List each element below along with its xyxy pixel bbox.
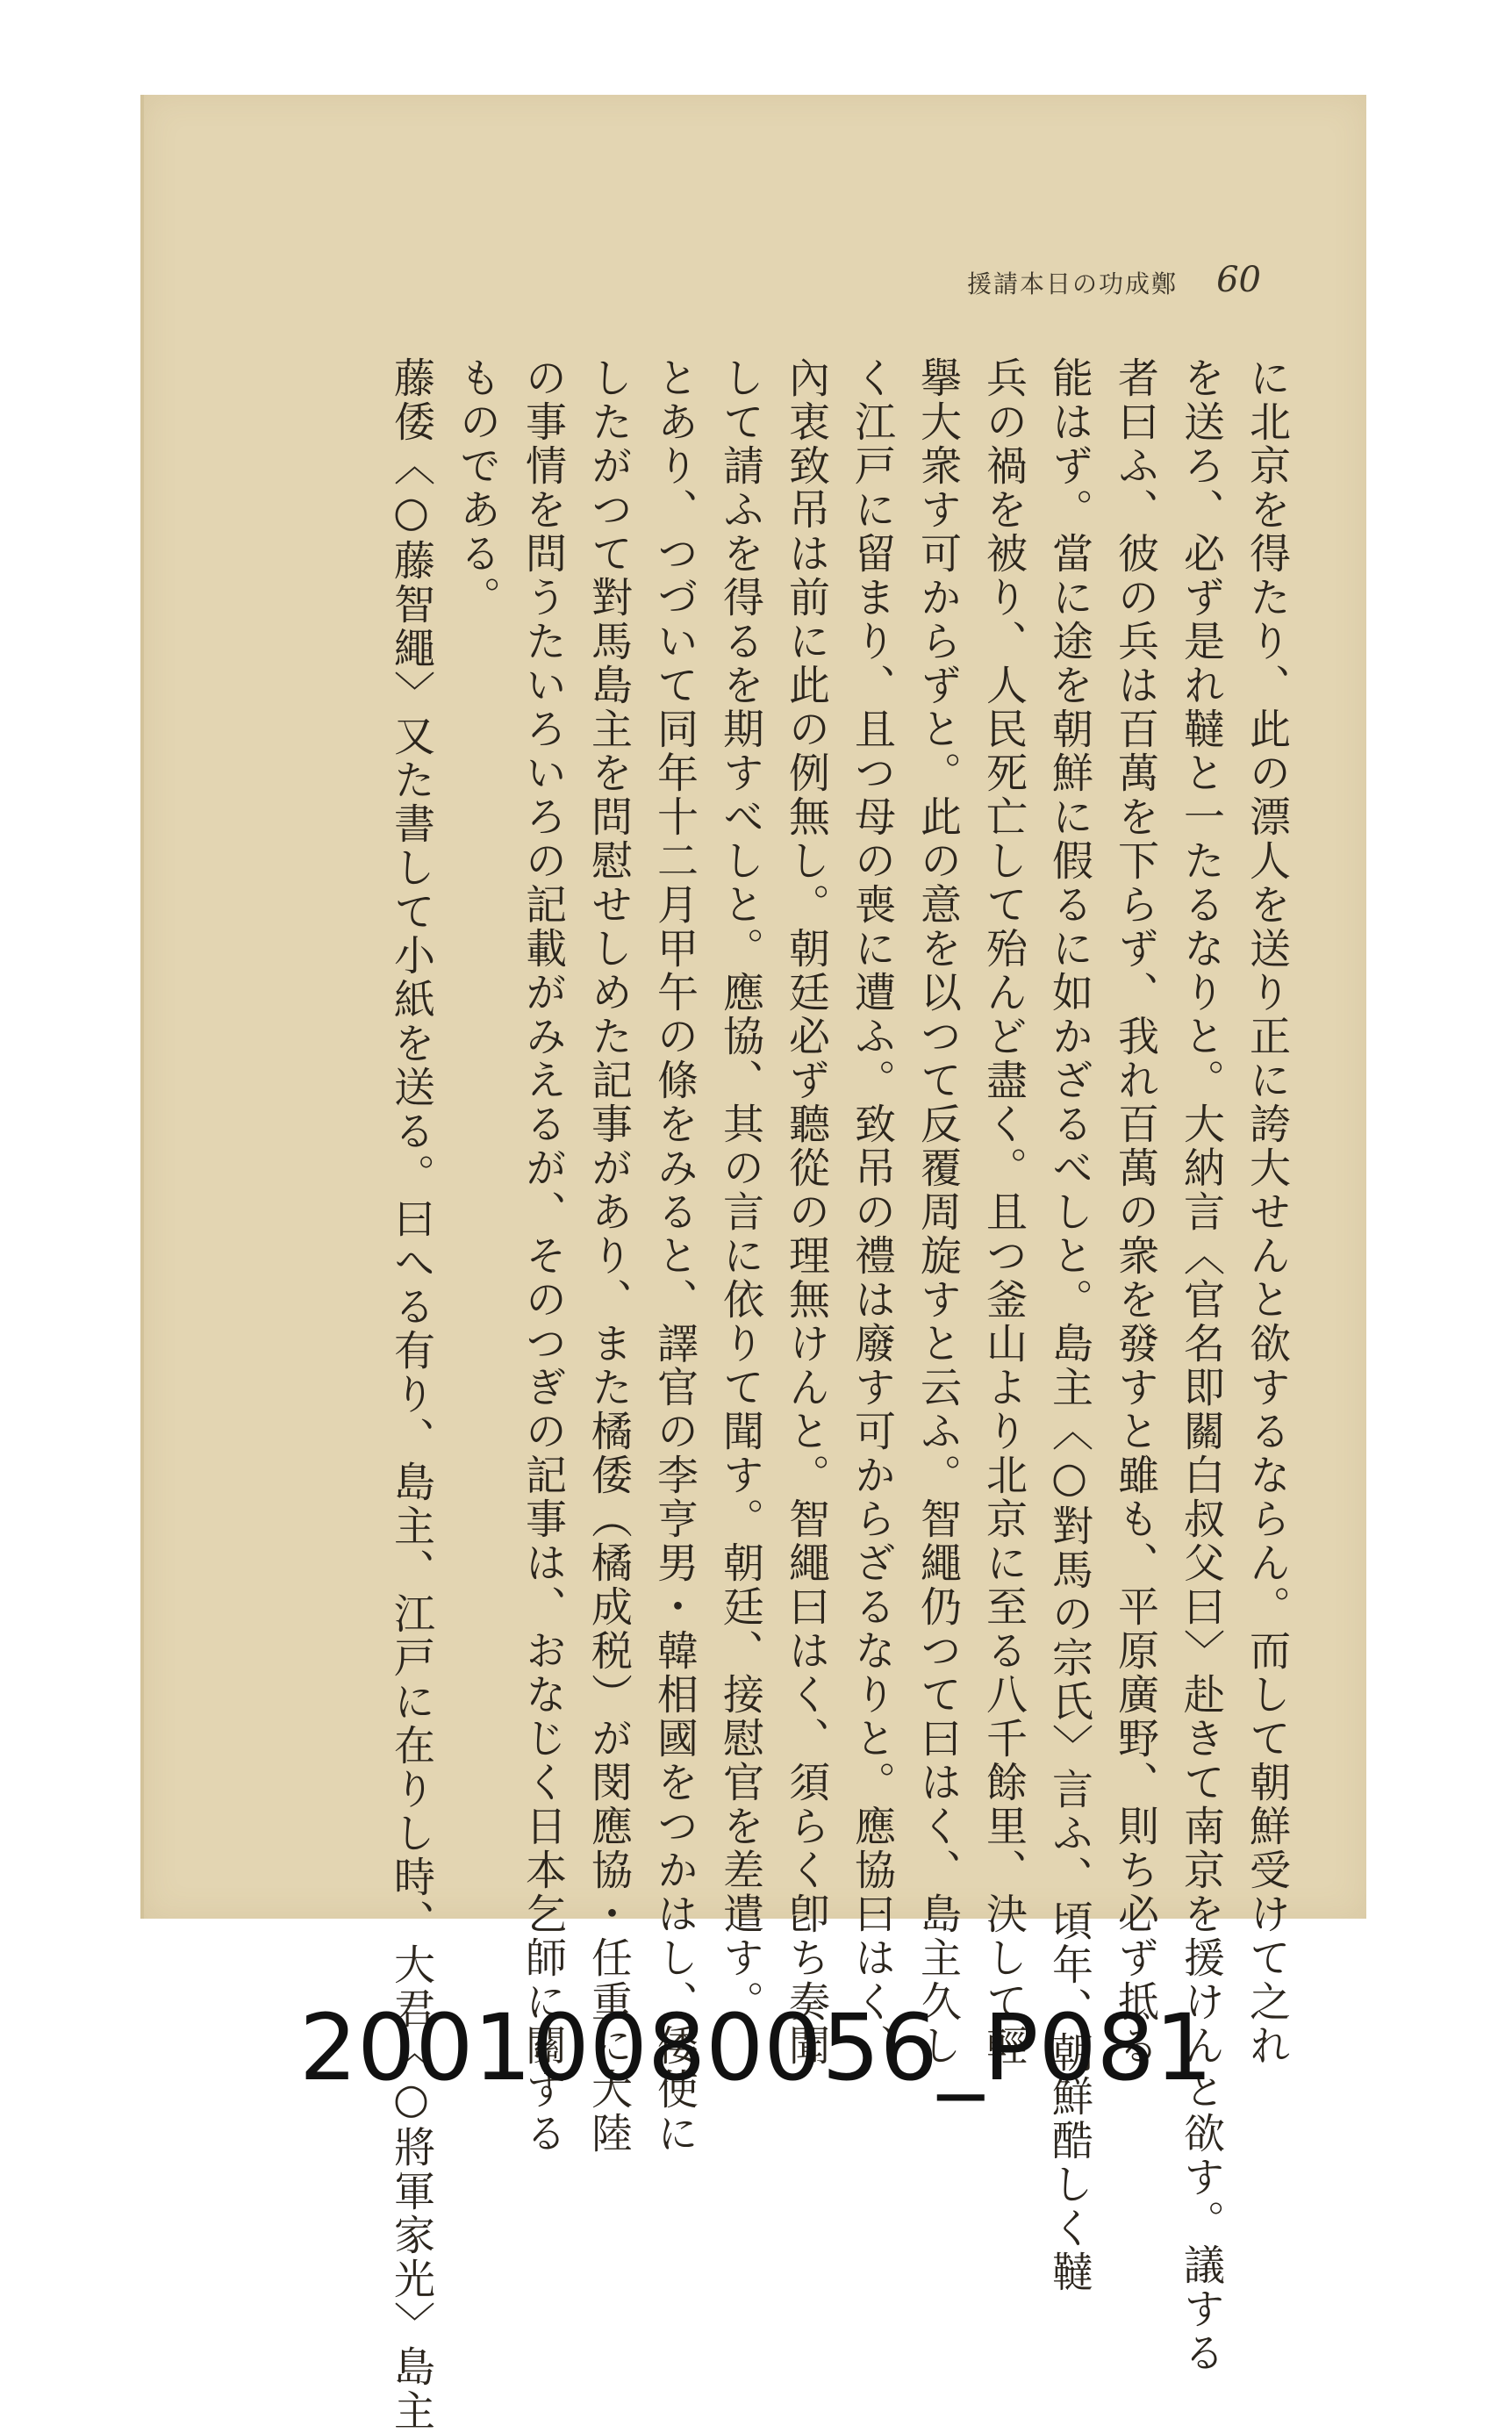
text-line: 能はず。當に途を朝鮮に假るに如かざるべしと。島主〈○對馬の宗氏〉言ふ、頃年、朝鮮酷しく韃 bbox=[1045, 356, 1093, 2294]
text-line: 藤倭〈○藤智繩〉又た書して小紙を送る。曰へる有り、島主、江戸に在りし時、大君〈○將軍家光〉島主 bbox=[387, 356, 435, 2433]
text-line: したがつて對馬島主を問慰せしめた記事があり、また橘倭（橘成税）が閔應協・任重に大陸 bbox=[584, 356, 633, 2156]
text-line: ものである。 bbox=[453, 356, 501, 620]
image-id-caption: 20010080056_P081 bbox=[298, 1994, 1214, 2101]
page-number: 60 bbox=[1216, 260, 1261, 300]
text-line: して請ふを得るを期すべしと。應協、其の言に依りて聞す。朝廷、接慰官を差遣す。 bbox=[716, 356, 764, 2024]
text-line: 者曰ふ、彼の兵は百萬を下らず、我れ百萬の衆を發すと雖も、平原廣野、則ち必ず抵る bbox=[1111, 356, 1159, 2068]
text-line: を送ろ、必ず是れ韃と一たるなりと。大納言〈官名即關白叔父曰〉赴きて南京を援けんと欲す。議する bbox=[1177, 356, 1225, 2375]
text-line: とあり、つづいて同年十二月甲午の條をみると、譯官の李亨男・韓相國をつかはし、倭使に bbox=[650, 356, 699, 2156]
text-line: 兵の禍を被り、人民死亡して殆んど盡く。且つ釜山より北京に至る八千餘里、決して輕 bbox=[979, 356, 1028, 2068]
text-line: 擧大衆す可からずと。此の意を以つて反覆周旋すと云ふ。智繩仍つて曰はく、島主久し bbox=[914, 356, 962, 2068]
text-line: 內衷致吊は前に此の例無し。朝廷必ず聽從の理無けんと。智繩曰はく、須らく卽ち奏聞 bbox=[782, 356, 830, 2068]
text-line: の事情を問うたいろいろの記載がみえるが、そのつぎの記事は、おなじく日本乞師に關する bbox=[519, 356, 567, 2156]
running-head: 鄭成功の日本請援 bbox=[966, 269, 1178, 298]
text-line: に北京を得たり、此の漂人を送り正に誇大せんと欲するならん。而して朝鮮受けて之れ bbox=[1243, 356, 1291, 2068]
text-line: く江戸に留まり、且つ母の喪に遭ふ。致吊の禮は廢す可からざるなりと。應協曰はく、 bbox=[848, 356, 896, 2068]
